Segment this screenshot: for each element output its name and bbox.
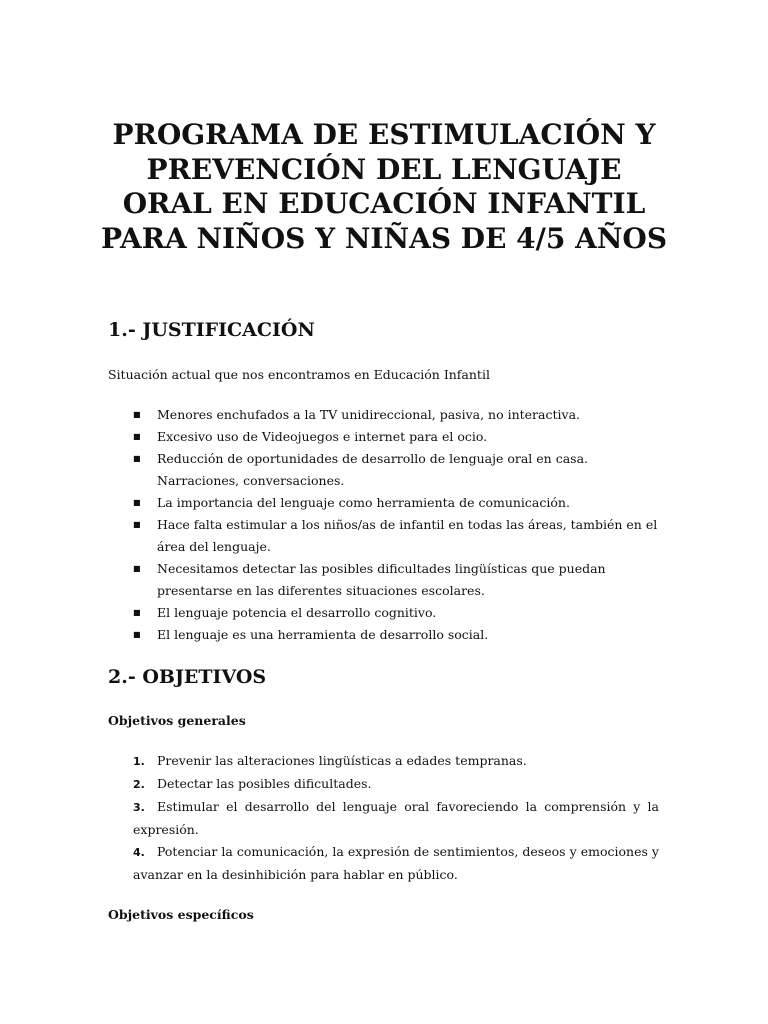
list-item: ■ La importancia del lenguaje como herramienta de comunicación. [133,492,663,514]
square-bullet-icon: ■ [133,410,141,419]
list-item: 3. Estimular el desarrollo del lenguaje oral favoreciendo la comprensión y la expresión. [133,799,659,837]
item-number: 3. [133,801,145,814]
item-number: 1. [133,755,145,768]
list-item: ■ Necesitamos detectar las posibles dificultades lingüísticas que puedan presentarse en las diferentes situaciones escolares. [133,558,663,602]
list-item: ■ El lenguaje es una herramienta de desarrollo social. [133,624,663,646]
section-intro: Situación actual que nos encontramos en Educación Infantil [108,367,490,382]
square-bullet-icon: ■ [133,564,141,573]
list-item: 4. Potenciar la comunicación, la expresión de sentimientos, deseos y emociones y avanzar en la desinhibición para hablar en público. [133,844,659,882]
item-number: 4. [133,846,145,859]
list-item: ■ Menores enchufados a la TV unidireccional, pasiva, no interactiva. [133,404,663,426]
general-objectives-list [133,750,659,886]
square-bullet-icon: ■ [133,454,141,463]
subheading-objetivos-especificos: Objetivos específicos [108,907,254,922]
list-item: ■ El lenguaje potencia el desarrollo cognitivo. [133,602,663,624]
subheading-objetivos-generales: Objetivos generales [108,713,246,728]
list-item: ■ Excesivo uso de Videojuegos e internet para el ocio. [133,426,663,448]
square-bullet-icon: ■ [133,630,141,639]
section-heading-justificacion: 1.- JUSTIFICACIÓN [108,319,315,341]
document-title: PROGRAMA DE ESTIMULACIÓN Y PREVENCIÓN DEL LENGUAJE ORAL EN EDUCACIÓN INFANTIL PARA NIÑOS Y NIÑAS DE 4/5 AÑOS [100,118,668,255]
square-bullet-icon: ■ [133,608,141,617]
section-heading-objetivos: 2.- OBJETIVOS [108,666,267,688]
square-bullet-icon: ■ [133,520,141,529]
justification-list [133,404,663,646]
list-item: 2. Detectar las posibles dificultades. [133,773,659,796]
item-number: 2. [133,778,145,791]
square-bullet-icon: ■ [133,498,141,507]
list-item: 1. Prevenir las alteraciones lingüísticas a edades tempranas. [133,750,659,773]
list-item: ■ Reducción de oportunidades de desarrollo de lenguaje oral en casa. Narraciones, conversaciones. [133,448,663,492]
list-item: ■ Hace falta estimular a los niños/as de infantil en todas las áreas, también en el área del lenguaje. [133,514,663,558]
square-bullet-icon: ■ [133,432,141,441]
